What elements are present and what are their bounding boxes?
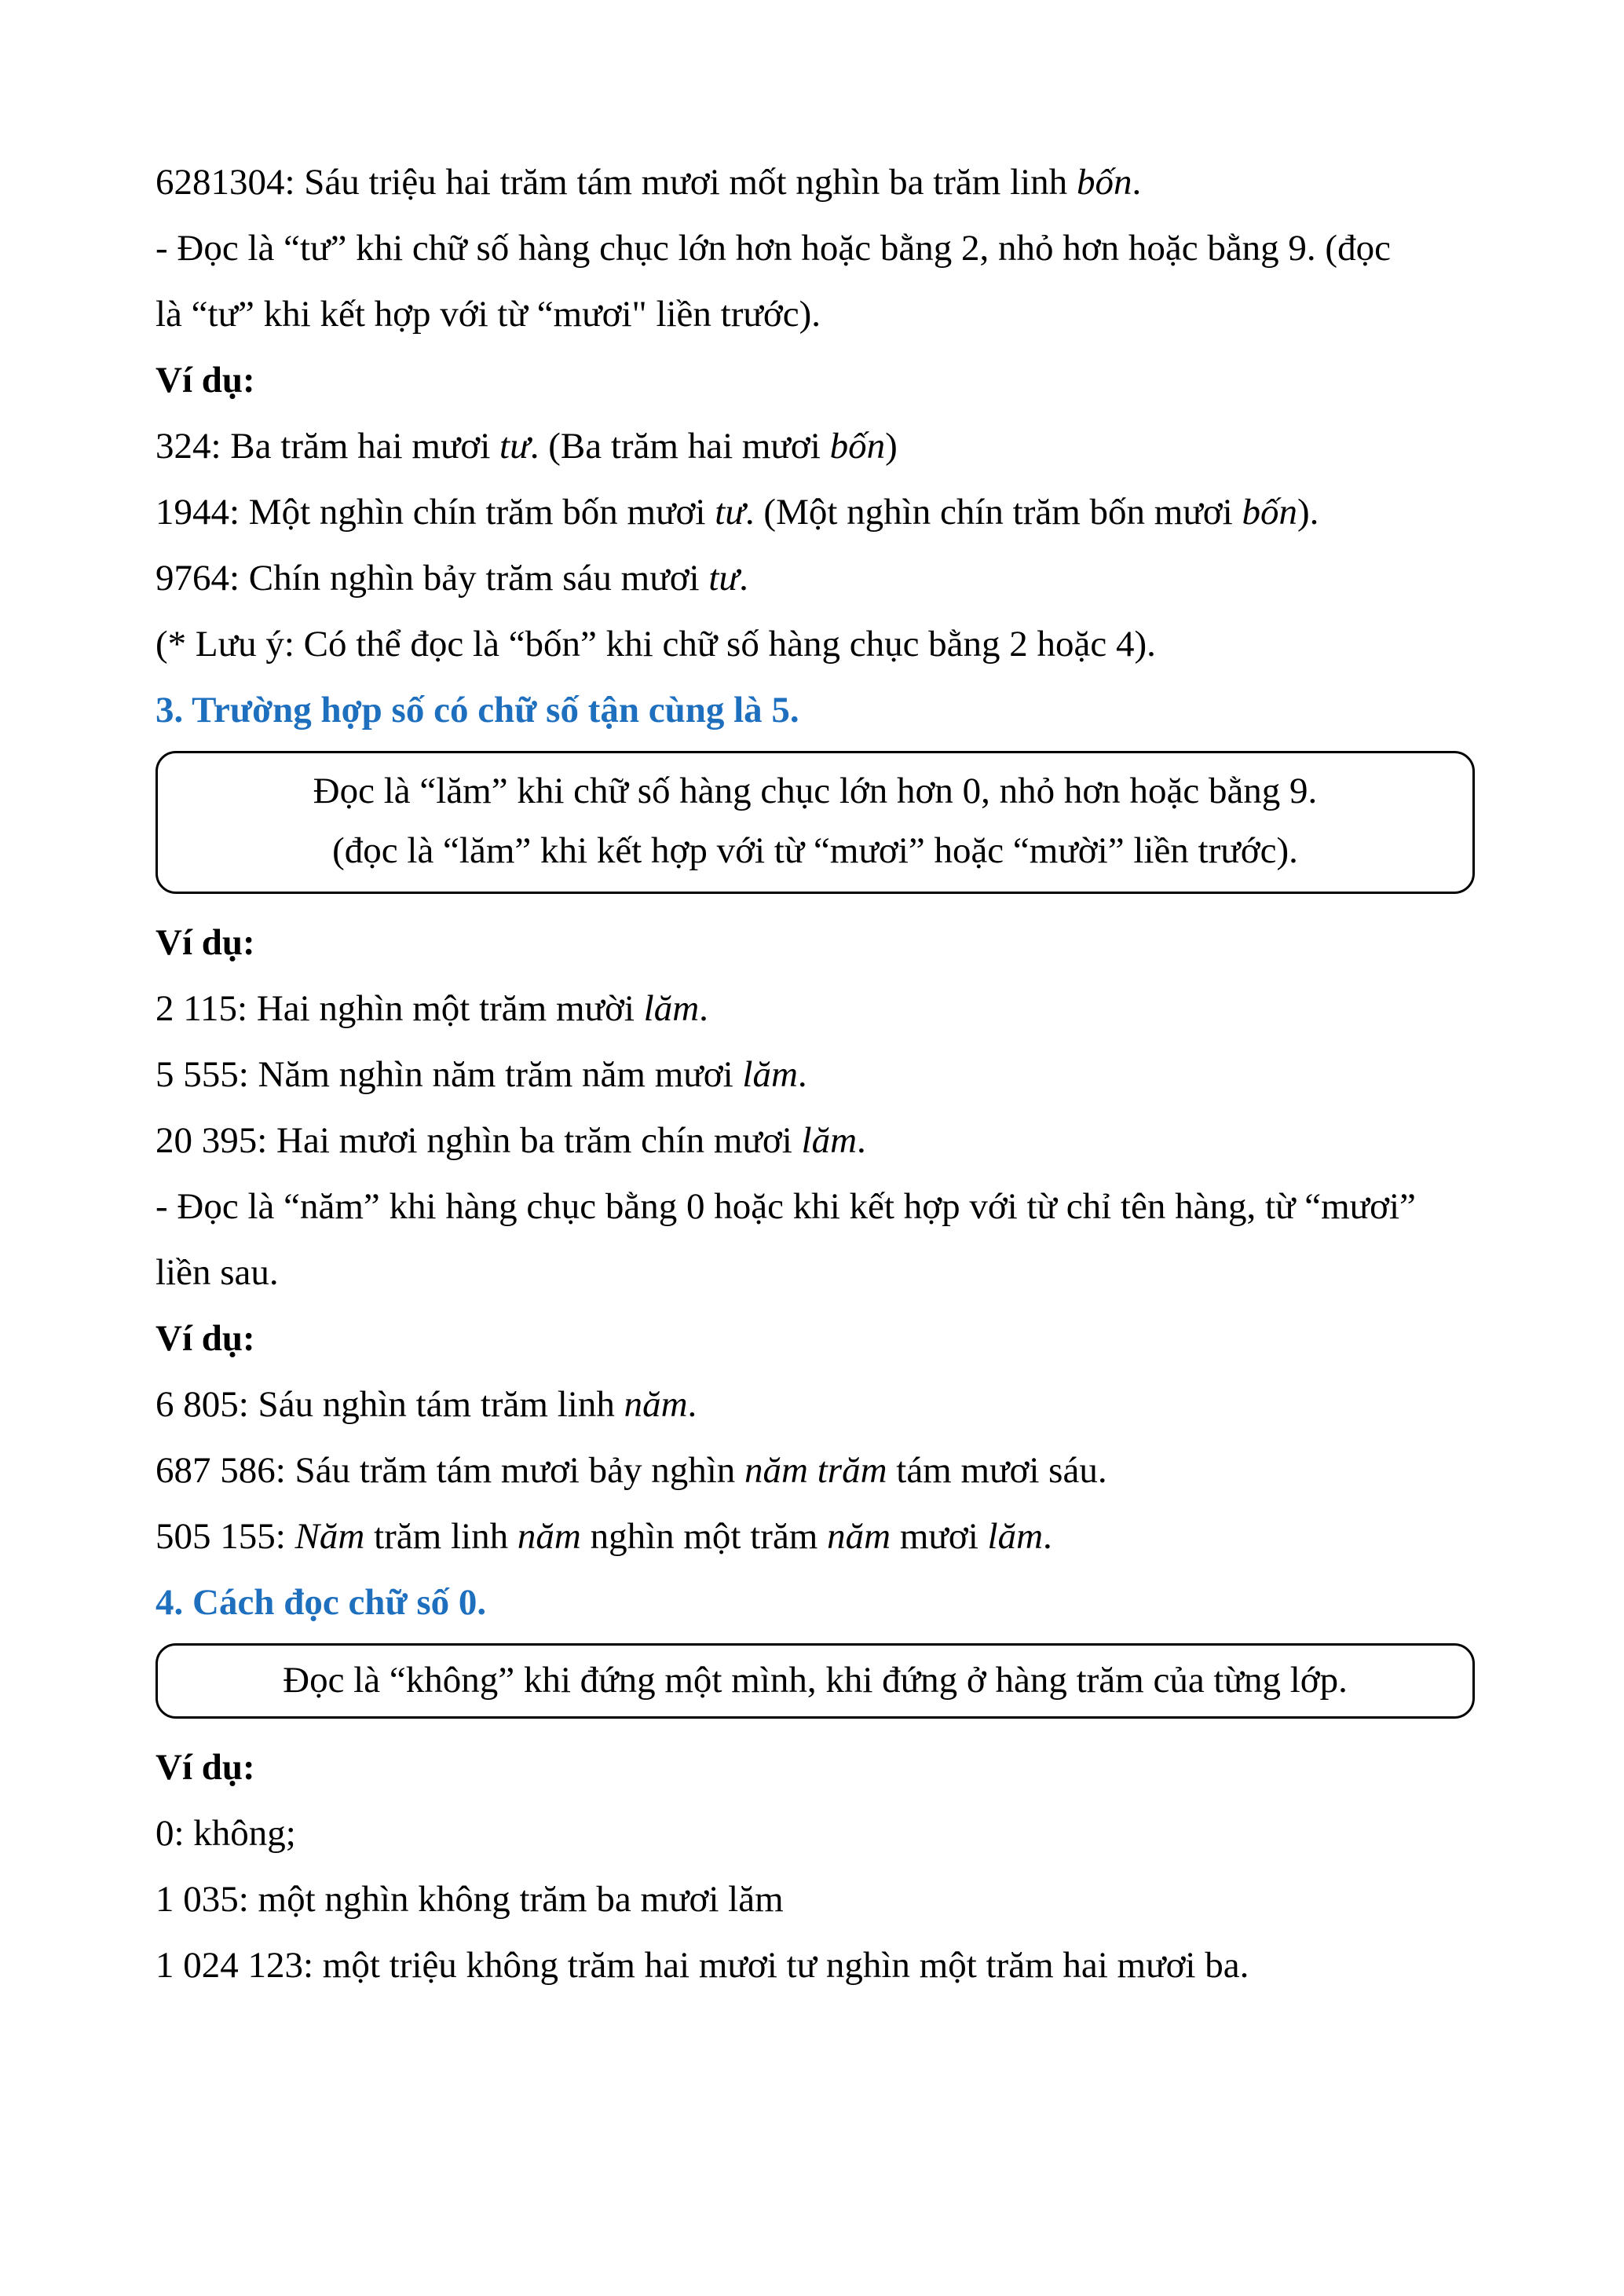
vi-du-label: Ví dụ: — [155, 1747, 255, 1788]
example-1035: 1 035: một nghìn không trăm ba mươi lăm — [155, 1879, 784, 1920]
example-5555: 5 555: Năm nghìn năm trăm năm mươi lăm. — [155, 1054, 807, 1095]
rule-khong-box — [155, 1643, 1475, 1719]
example-505155: 505 155: Năm trăm linh năm nghìn một trăm năm mươi lăm. — [155, 1516, 1052, 1557]
vi-du-label: Ví dụ: — [155, 1318, 255, 1359]
note-line: (* Lưu ý: Có thể đọc là “bốn” khi chữ số hàng chục bằng 2 hoặc 4). — [155, 624, 1156, 665]
rule-khong-box-line-1: Đọc là “không” khi đứng một mình, khi đứng ở hàng trăm của từng lớp. — [283, 1660, 1348, 1701]
rule-lam-box — [155, 751, 1475, 894]
rule-tu-line-2: là “tư” khi kết hợp với từ “mươi" liền trước). — [155, 294, 821, 335]
section-3-heading: 3. Trường hợp số có chữ số tận cùng là 5. — [155, 690, 799, 731]
example-6805: 6 805: Sáu nghìn tám trăm linh năm. — [155, 1384, 697, 1425]
example-2115: 2 115: Hai nghìn một trăm mười lăm. — [155, 988, 708, 1029]
example-6281304: 6281304: Sáu triệu hai trăm tám mươi mốt nghìn ba trăm linh bốn. — [155, 162, 1142, 203]
vi-du-label: Ví dụ: — [155, 360, 255, 401]
rule-lam-box-line-2: (đọc là “lăm” khi kết hợp với từ “mươi” hoặc “mười” liền trước). — [332, 830, 1298, 871]
rule-nam-line-2: liền sau. — [155, 1252, 279, 1293]
example-324: 324: Ba trăm hai mươi tư. (Ba trăm hai mươi bốn) — [155, 426, 898, 467]
rule-lam-box-line-1: Đọc là “lăm” khi chữ số hàng chục lớn hơn 0, nhỏ hơn hoặc bằng 9. — [313, 771, 1318, 811]
example-9764: 9764: Chín nghìn bảy trăm sáu mươi tư. — [155, 558, 748, 599]
example-1944: 1944: Một nghìn chín trăm bốn mươi tư. (Một nghìn chín trăm bốn mươi bốn). — [155, 492, 1319, 533]
example-687586: 687 586: Sáu trăm tám mươi bảy nghìn năm trăm tám mươi sáu. — [155, 1450, 1107, 1491]
rule-tu-line-1: - Đọc là “tư” khi chữ số hàng chục lớn hơn hoặc bằng 2, nhỏ hơn hoặc bằng 9. (đọc — [155, 228, 1391, 269]
example-20395: 20 395: Hai mươi nghìn ba trăm chín mươi lăm. — [155, 1120, 866, 1161]
section-4-heading: 4. Cách đọc chữ số 0. — [155, 1582, 487, 1623]
example-1024123: 1 024 123: một triệu không trăm hai mươi tư nghìn một trăm hai mươi ba. — [155, 1945, 1249, 1986]
rule-nam-line-1: - Đọc là “năm” khi hàng chục bằng 0 hoặc khi kết hợp với từ chỉ tên hàng, từ “mươi” — [155, 1186, 1416, 1227]
document-page — [155, 149, 1475, 1998]
vi-du-label: Ví dụ: — [155, 922, 255, 963]
example-0: 0: không; — [155, 1813, 296, 1854]
